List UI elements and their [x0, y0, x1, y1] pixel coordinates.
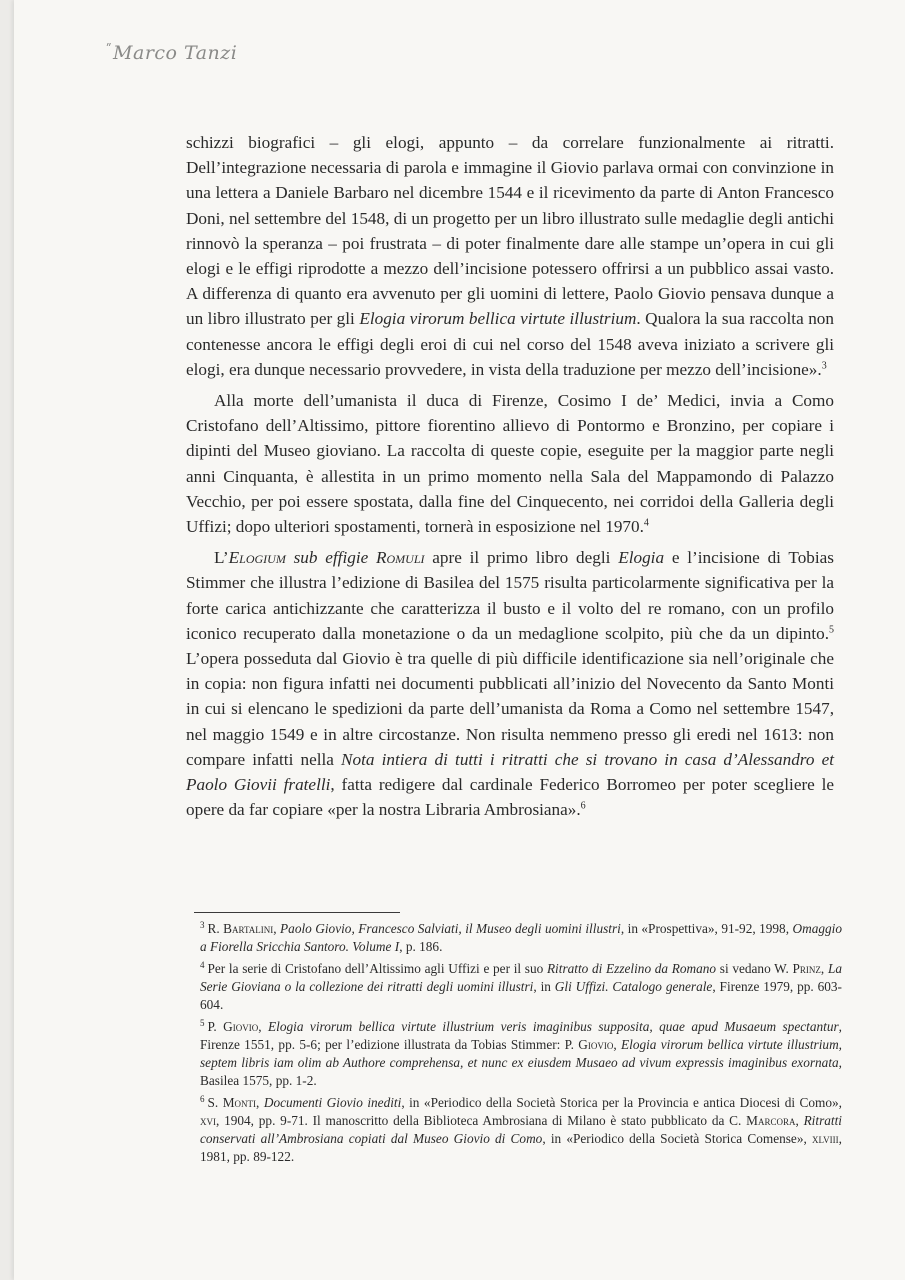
footnote-ref-3: 3: [821, 360, 827, 372]
italic-title: Elogia: [618, 548, 665, 568]
small-caps-title: Romuli: [376, 548, 425, 568]
italic-title: Elogia virorum bellica virtute illustrium, septem libris iam olim ab Authore comprehensa, et nunc ex eiusdem Musaeo ad vivum expressis imaginibus exornata: [200, 1037, 842, 1070]
footnote-4: [200, 960, 842, 1014]
italic-title: Elogia virorum bellica virtute illustrium: [359, 309, 637, 329]
text-run: , Firenze 1979, pp. 603-604.: [200, 979, 842, 1012]
text-run: ,: [820, 961, 828, 976]
paragraph-3: [186, 545, 834, 822]
text-run: L’opera posseduta dal Giovio è tra quelle di più difficile identificazione sia nell’originale che in copia: non figura infatti nei documenti pubblicati all’inizio del Novecento da Santo Monti in cui si elencano le spedizioni da parte dell’umanista da Roma a Como nel settembre 1547, nel maggio 1549 e in altre circostanze. Non risulta nemmeno presso gli eredi nel 1613: non compare infatti nella: [186, 649, 834, 769]
text-run: , in «Periodico della Società Storica Comense»,: [542, 1131, 812, 1146]
author-name: Prinz: [792, 961, 821, 976]
italic-title: Nota intiera di tutti i ritratti che si trovano in casa d’Alessandro et Paolo Giovii fratelli: [186, 749, 834, 795]
footnote-number: 5: [200, 1017, 205, 1028]
italic-title: La Serie Gioviana o la collezione dei ritratti degli uomini illustri: [200, 961, 842, 994]
small-caps-title: Elogium: [228, 548, 286, 568]
footnote-number: 3: [200, 919, 205, 930]
text-run: si vedano W.: [716, 961, 793, 976]
text-run: L’: [214, 548, 229, 568]
footnote-5: [200, 1018, 842, 1090]
author-name: Giovio: [223, 1019, 259, 1034]
running-head: [106, 42, 237, 64]
body-text: [186, 130, 834, 828]
text-run: R.: [207, 921, 224, 936]
volume-number: xvi: [200, 1113, 216, 1128]
text-run: Alla morte dell’umanista il duca di Firenze, Cosimo I de’ Medici, invia a Como Cristofano dell’Altissimo, pittore fiorentino allievo di Pontormo e Bronzino, per copiare i dipinti del Museo gioviano. La raccolta di queste copie, eseguite per la maggior parte negli anni Cinquanta, è allestita in un primo momento nella Sala del Mappamondo di Palazzo Vecchio, per poi essere spostata, dalla fine del Cinquecento, nei corridoi della Galleria degli Uffizi; dopo ulteriori spostamenti, tornerà in esposizione nel 1970.: [186, 391, 834, 537]
author-name: Marcora: [746, 1113, 796, 1128]
running-head-author: Marco Tanzi: [113, 42, 238, 64]
text-run: . Qualora la sua raccolta non contenesse ancora le effigi degli eroi di cui nel corso del 1548 aveva iniziato a scrivere gli elogi, era dunque necessario provvedere, in vista della traduzione per mezzo dell’incisione».: [186, 309, 834, 379]
italic-title: Ritratto di Ezzelino da Romano: [546, 961, 717, 976]
running-head-mark: ʺ: [106, 42, 113, 56]
paragraph-2: [186, 388, 834, 539]
text-run: P.: [207, 1019, 224, 1034]
text-run: , in: [533, 979, 555, 994]
footnote-ref-4: 4: [643, 517, 649, 529]
footnote-6: [200, 1094, 842, 1166]
author-name: Monti: [222, 1095, 257, 1110]
footnotes: [200, 920, 842, 1170]
text-run: ,: [613, 1037, 621, 1052]
footnote-3: [200, 920, 842, 956]
page-sheet: [14, 0, 905, 1280]
italic-title: Gli Uffizi. Catalogo generale: [554, 979, 713, 994]
volume-number: xlviii: [812, 1131, 839, 1146]
text-run: S.: [207, 1095, 223, 1110]
text-run: , p. 186.: [399, 939, 443, 954]
text-run: apre il primo libro degli: [424, 548, 619, 568]
text-run: , 1904, pp. 9-71. Il manoscritto della Biblioteca Ambrosiana di Milano è stato pubblicato da C.: [216, 1113, 747, 1128]
footnote-number: 6: [200, 1093, 205, 1104]
italic-title: Documenti Giovio inediti: [263, 1095, 402, 1110]
text-run: ,: [256, 1095, 264, 1110]
text-run: ,: [273, 921, 281, 936]
footnote-ref-6: 6: [580, 800, 586, 812]
text-run: , in «Prospettiva», 91-92, 1998,: [620, 921, 793, 936]
footnote-number: 4: [200, 959, 205, 970]
footnote-rule: [194, 912, 400, 913]
italic-run: sub effigie: [285, 548, 376, 568]
italic-title: Omaggio a Fiorella Sricchia Santoro. Volume I: [200, 921, 842, 954]
text-run: , fatta redigere dal cardinale Federico Borromeo per poter scegliere le opere da far copiare «per la nostra Libraria Ambrosiana».: [186, 775, 835, 820]
paragraph-1: [186, 130, 834, 382]
text-run: e l’incisione di Tobias Stimmer che illustra l’edizione di Basilea del 1575 risulta particolarmente significativa per la forte carica antichizzante che caratterizza il busto e il volto del re romano, con un profilo iconico recuperato dalla monetazione o da un medaglione scolpito, più che da un dipinto.: [186, 548, 834, 643]
text-run: , in «Periodico della Società Storica per la Provincia e antica Diocesi di Como»,: [401, 1095, 843, 1110]
text-run: , Basilea 1575, pp. 1-2.: [200, 1055, 842, 1088]
footnote-ref-5: 5: [829, 624, 834, 636]
italic-title: Ritratti conservati all’Ambrosiana copiati dal Museo Giovio di Como: [200, 1113, 842, 1146]
text-run: Per la serie di Cristofano dell’Altissimo agli Uffizi e per il suo: [207, 961, 547, 976]
text-run: , 1981, pp. 89-122.: [200, 1131, 842, 1164]
author-name: Giovio: [578, 1037, 614, 1052]
text-run: ,: [795, 1113, 804, 1128]
italic-title: Paolo Giovio, Francesco Salviati, il Museo degli uomini illustri: [280, 921, 621, 936]
text-run: ,: [258, 1019, 269, 1034]
author-name: Bartalini: [223, 921, 274, 936]
text-run: , Firenze 1551, pp. 5-6; per l’edizione illustrata da Tobias Stimmer: P.: [200, 1019, 842, 1052]
text-run: schizzi biografici – gli elogi, appunto – da correlare funzionalmente ai ritratti. Dell’integrazione necessaria di parola e immagine il Giovio parlava ormai con convinzione in una lettera a Daniele Barbaro nel dicembre 1544 e il ricevimento da parte di Anton Francesco Doni, nel settembre del 1548, di un progetto per un libro illustrato sulle medaglie degli antichi rinnovò la speranza – poi frustrata – di poter finalmente dare alle stampe un’opera in cui gli elogi e le effigi riprodotte a mezzo dell’incisione potessero offrirsi a un pubblico assai vasto. A differenza di quanto era avvenuto per gli uomini di lettere, Paolo Giovio pensava dunque a un libro illustrato per gli: [186, 133, 834, 329]
italic-title: Elogia virorum bellica virtute illustrium veris imaginibus supposita, quae apud Musaeum spectantur: [268, 1019, 839, 1034]
